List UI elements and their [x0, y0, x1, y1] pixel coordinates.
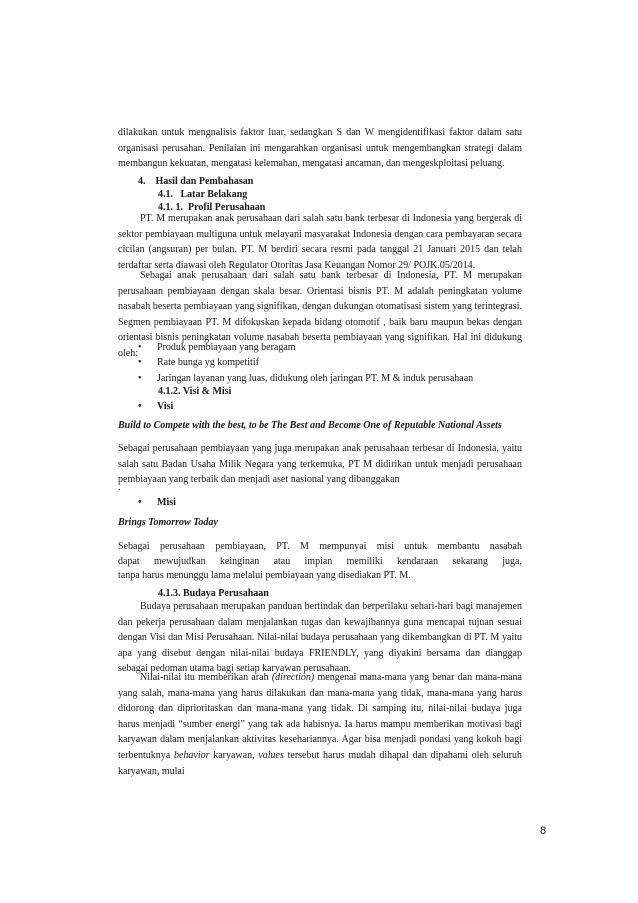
- profil-paragraph: PT. M merupakan anak perusahaan dari salah satu bank terbesar di Indonesia yang bergerak di sektor pembiayaan multiguna untuk melayani masyarakat Indonesia dengan cara pembayaran secara cicilan (angsuran) per bulan. PT. M berdiri secara resmi pada tanggal 21 Januari 2015 dan telah terdaftar serta diawasi oleh Regulator Otoritas Jasa Keuangan Nomor 29/ POJK.05/2014.: [118, 213, 522, 271]
- list-item: • Produk pembiayaan yang beragam: [138, 342, 296, 353]
- list-item: • Jaringan layanan yang luas, didukung oleh jaringan PT. M & induk perusahaan: [138, 373, 474, 384]
- misi-line-2: dapat mewujudkan keinginan atau impian memiliki kendaraan sekarang juga,: [118, 556, 522, 567]
- misi-heading: • Misi: [138, 497, 176, 508]
- misi-statement: Brings Tomorrow Today: [118, 517, 218, 528]
- misi-line-1: Sebagai perusahaan pembiayaan, PT. M mempunyai misi untuk membantu nasabah: [118, 541, 522, 552]
- nilai-paragraph: Nilai-nilai itu memberikan arah (direction) mengenai mana-mana yang benar dan mana-mana yang salah, mana-mana yang harus dilakukan dan mana-mana yang tidak, mana-mana yang harus didorong dan diprioritaskan dan mana-mana yang tidak. Di samping itu, nilai-nilai budaya juga harus menjadi “sumber energi” yang tak ada habisnya. Ia harus mampu memberikan motivasi bagi karyawan dalam menjalankan aktivitas kesehariannya. Agar bisa menjadi pondasi yang kokoh bagi terbentuknya behavior karyawan, values tersebut harus mudah dihapal dan dipahami oleh seluruh karyawan, mulai: [118, 672, 522, 777]
- section-4-1-heading: 4.1. Latar Belakang: [158, 189, 248, 200]
- section-4-heading: 4. Hasil dan Pembahasan: [138, 176, 254, 187]
- visi-paragraph: Sebagai perusahaan pembiayaan yang juga merupakan anak perusahaan terbesar di Indonesia, yaitu salah satu Badan Usaha Milik Negara yang terkemuka, PT M didirikan untuk menjadi perusahaan pembiayaan yang terbaik dan menjadi aset nasional yang dibanggakan: [118, 443, 522, 486]
- intro-paragraph: dilakukan untuk mengnalisis faktor luar, sedangkan S dan W mengidentifikasi faktor dalam satu organisasi perusahan. Penilaian ini mengarahkan organisasi untuk mengembangkan strategi dalam membangun kekuatan, mengatasi kelemahan, mengatasi ancaman, dan mengeskploitasi peluang.: [118, 127, 522, 170]
- anak-perusahaan-paragraph: Sebagai anak perusahaan dari salah satu bank terbesar di Indonesia, PT. M merupakan perusahaan pembiayaan dengan skala besar. Orientasi bisnis PT. M adalah peningkatan volume nasabah beserta pembiayaan yang signifikan, dengan dukungan otomatisasi sistem yang terintegrasi. Segmen pembiayaan PT. M difokuskan kepada bidang otomotif , baik baru maupun bekas dengan orientasi bisnis peningkatan volume nasabah beserta pembiayaan yang signifikan. Hal ini didukung oleh:: [118, 270, 522, 359]
- visi-statement: Build to Compete with the best, to be The Best and Become One of Reputable National Assets: [118, 420, 502, 431]
- bullet-icon: •: [138, 342, 142, 353]
- page-number: 8: [540, 825, 547, 837]
- bullet-icon: •: [138, 401, 142, 412]
- bullet-icon: •: [138, 357, 142, 368]
- misi-line-3: tanpa harus menunggu lama melalui pembiayaan yang disediakan PT. M.: [118, 570, 411, 581]
- section-4-1-2-heading: 4.1.2. Visi & Misi: [158, 386, 232, 397]
- list-item: • Rate bunga yg kompetitif: [138, 357, 259, 368]
- section-4-1-3-heading: 4.1.3. Budaya Perusahaan: [158, 588, 269, 599]
- bullet-icon: •: [138, 497, 142, 508]
- section-4-1-1-heading: 4.1. 1. Profil Perusahaan: [158, 202, 266, 213]
- budaya-paragraph: Budaya perusahaan merupakan panduan bertindak dan berperilaku sehari-hari bagi manajemen dan pekerja perusahaan dalam menjalankan tugas dan kewajibannya guna mencapai tujuan sesuai dengan Visi dan Misi Perusahaan. Nilai-nilai budaya perusahaan yang dikembangkan di PT. M yaitu apa yang disebut dengan nilai-nilai budaya FRIENDLY, yang diyakini bersama dan dianggap sebagai pedoman utama bagi setiap karyawan perusahaan.: [118, 601, 522, 675]
- bullet-icon: •: [138, 373, 142, 384]
- stray-period: .: [118, 482, 121, 493]
- visi-heading: • Visi: [138, 401, 174, 412]
